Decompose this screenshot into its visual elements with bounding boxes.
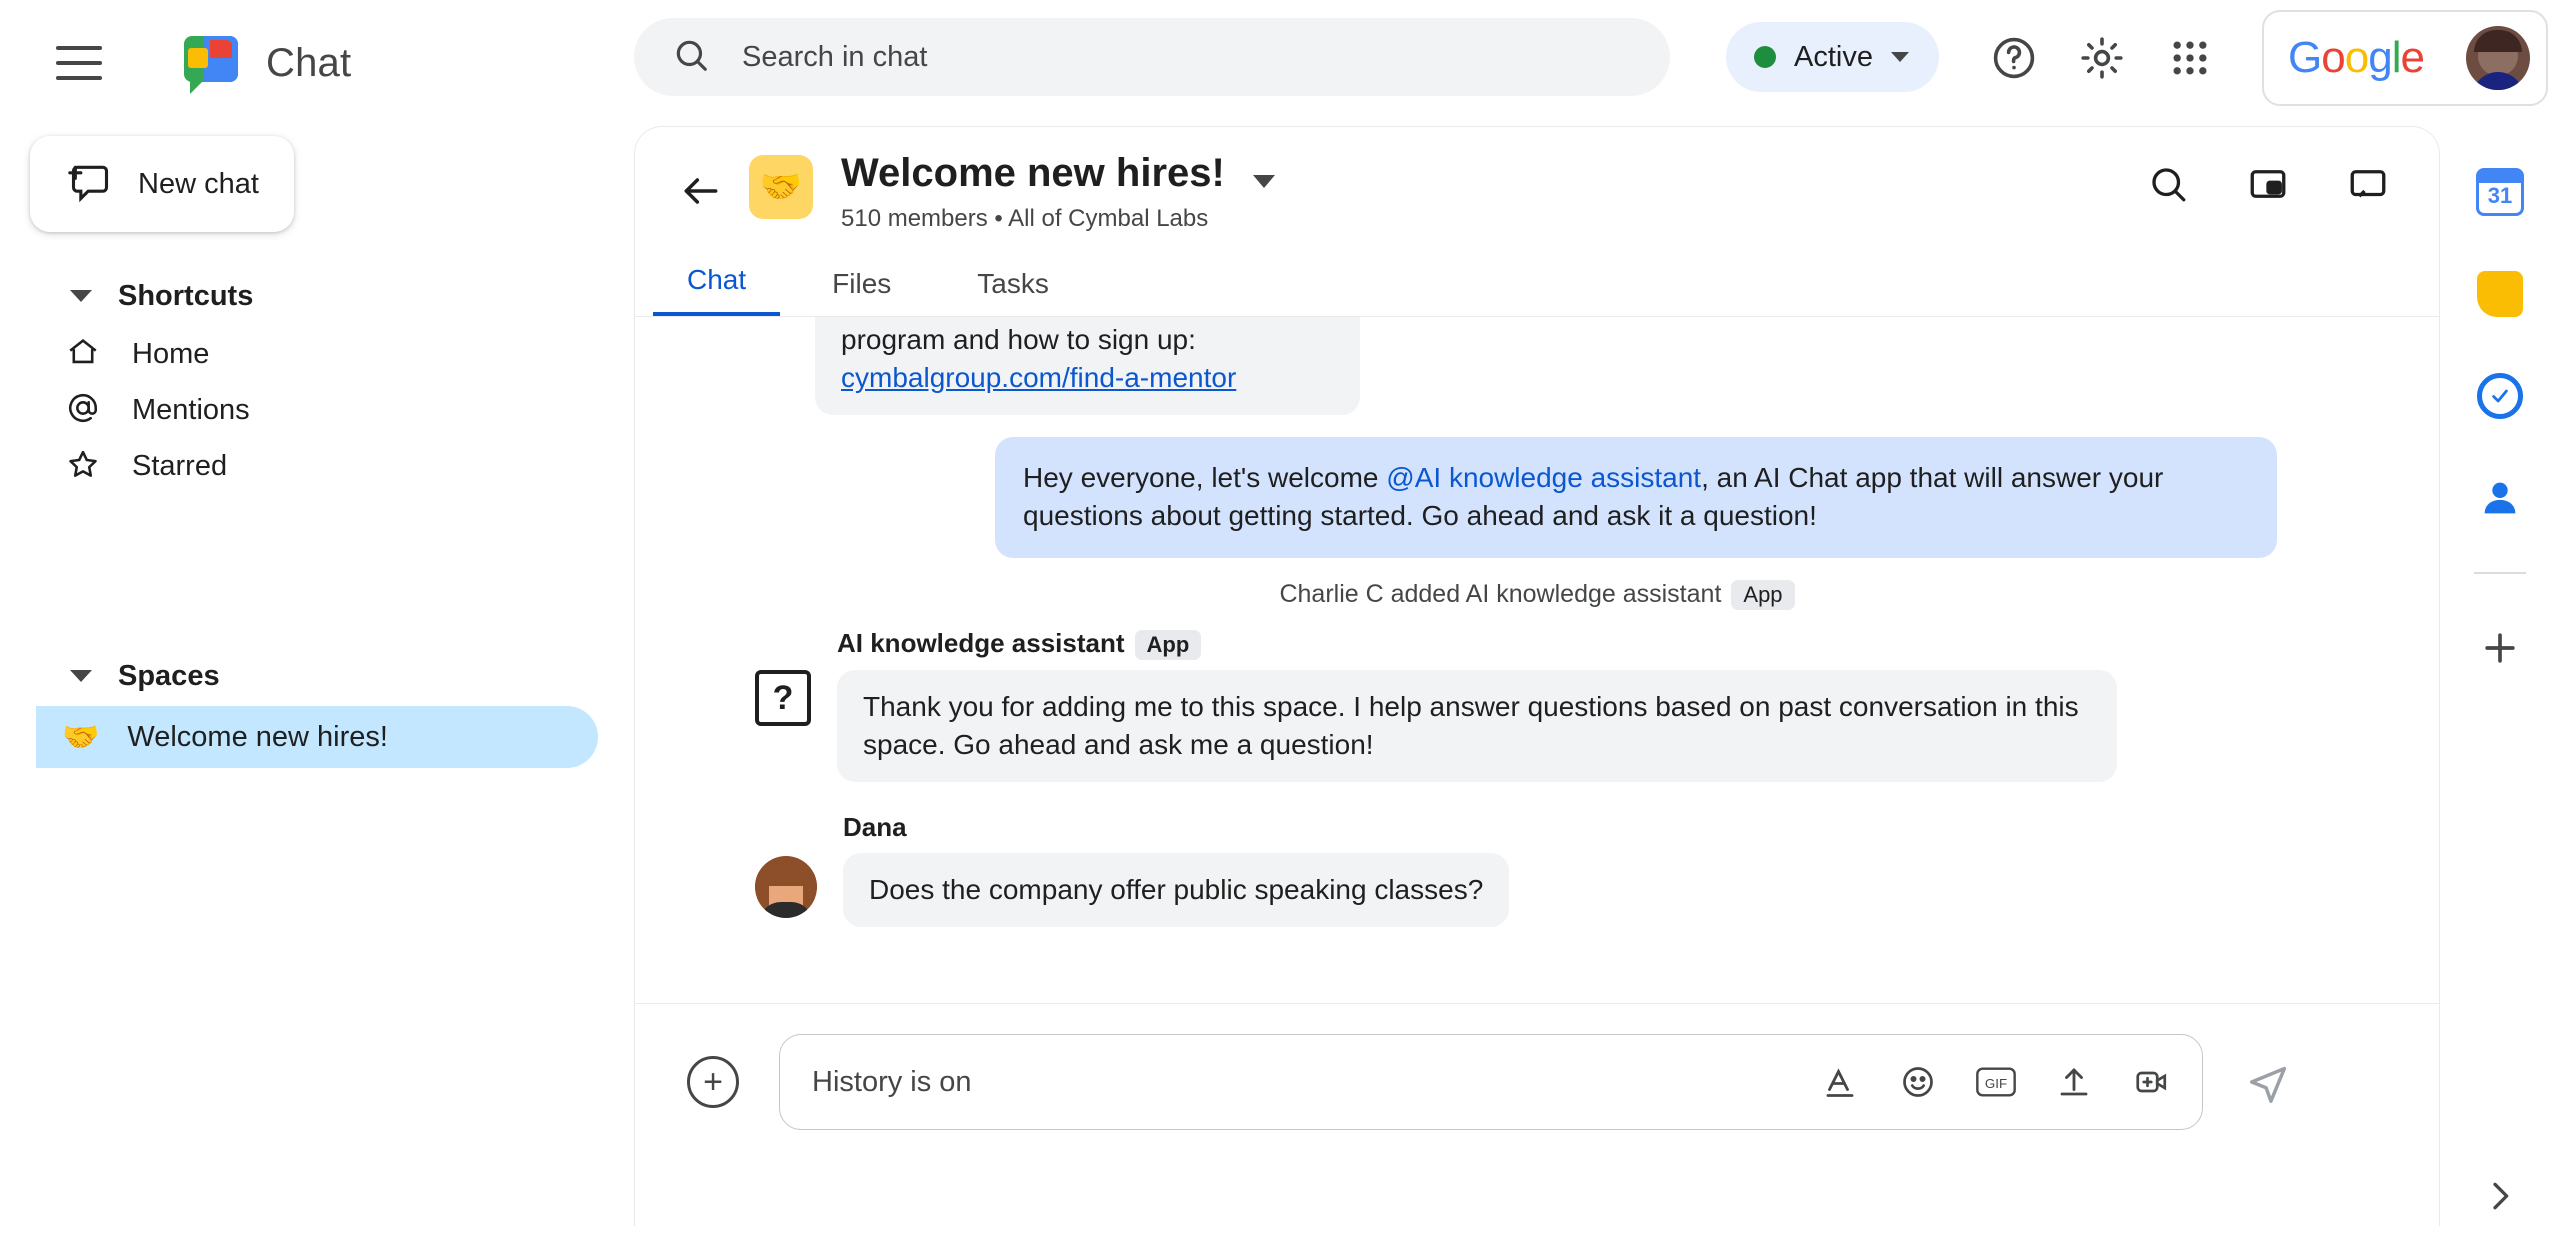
message-bubble: Does the company offer public speaking classes? <box>843 853 1509 927</box>
star-icon <box>66 447 100 486</box>
right-side-panel <box>2440 126 2560 1260</box>
calendar-icon[interactable] <box>2472 164 2528 220</box>
shortcuts-title: Shortcuts <box>118 279 254 312</box>
sidebar-item-home-label: Home <box>132 337 210 370</box>
calendar-day-label: 31 <box>2487 183 2513 208</box>
message-bubble <box>815 317 1360 415</box>
chat-panel-icon[interactable] <box>2343 159 2393 209</box>
message-list[interactable] <box>635 317 2439 957</box>
message-sender-name: AI knowledge assistant <box>837 628 1125 659</box>
conversation-header <box>635 127 2439 299</box>
sidebar-item-mentions-label: Mentions <box>132 393 250 426</box>
menu-icon[interactable] <box>56 46 102 80</box>
format-text-icon[interactable] <box>1818 1060 1862 1104</box>
back-arrow-icon[interactable] <box>679 169 723 213</box>
chevron-down-icon <box>70 290 92 302</box>
page-title: Welcome new hires! <box>841 151 1225 195</box>
message-sender <box>837 628 2439 660</box>
app-badge: App <box>1731 580 1794 610</box>
brand <box>184 36 351 90</box>
conversation-tabs <box>635 245 2439 317</box>
message-link[interactable]: cymbalgroup.com/find-a-mentor <box>841 361 1237 393</box>
message-input[interactable] <box>810 1065 1818 1100</box>
message-item <box>635 317 2439 415</box>
space-avatar: 🤝 <box>749 155 813 219</box>
picture-in-picture-icon[interactable] <box>2243 159 2293 209</box>
new-chat-button[interactable] <box>30 136 294 232</box>
search-bar[interactable] <box>634 18 1670 96</box>
message-composer[interactable] <box>779 1034 2203 1130</box>
avatar[interactable] <box>2466 26 2530 90</box>
spaces-section-header[interactable] <box>0 646 634 706</box>
sidebar-item-welcome-new-hires[interactable] <box>36 706 598 768</box>
sidebar-item-starred-label: Starred <box>132 449 228 482</box>
at-mention-icon <box>66 391 100 430</box>
svg-text:GIF: GIF <box>1984 1076 2008 1091</box>
message-sender-name: Dana <box>843 811 907 842</box>
message-item <box>635 812 2439 927</box>
search-icon <box>672 36 710 79</box>
rail-divider <box>2474 572 2526 574</box>
composer-area <box>635 1003 2439 1130</box>
google-chat-logo-icon <box>184 36 244 90</box>
sidebar-item-mentions[interactable] <box>0 382 634 438</box>
search-input[interactable] <box>740 40 1590 75</box>
tasks-icon[interactable] <box>2472 368 2528 424</box>
top-bar <box>0 0 2560 126</box>
handshake-emoji-icon: 🤝 <box>62 720 100 754</box>
app-badge: App <box>1135 630 1202 660</box>
new-chat-label: New chat <box>138 167 259 200</box>
message-bubble: Thank you for adding me to this space. I help answer questions based on past conversation in this space. Go ahead and ask me a question! <box>837 670 2117 782</box>
brand-name: Chat <box>266 40 352 85</box>
message-text-pre: Hey everyone, let's welcome <box>1023 461 1387 493</box>
message-bubble-outgoing <box>995 437 2277 558</box>
settings-gear-icon[interactable] <box>2076 32 2128 84</box>
status-label: Active <box>1794 40 1873 73</box>
keep-icon[interactable] <box>2472 266 2528 322</box>
expand-panel-icon[interactable] <box>2480 1176 2524 1220</box>
gif-icon[interactable] <box>1974 1060 2018 1104</box>
contacts-icon[interactable] <box>2472 470 2528 526</box>
left-sidebar <box>0 126 634 1260</box>
tab-chat[interactable]: Chat <box>653 264 780 316</box>
dana-avatar <box>755 856 817 918</box>
search-in-space-icon[interactable] <box>2143 159 2193 209</box>
spaces-title: Spaces <box>118 659 220 692</box>
sidebar-item-home[interactable] <box>0 326 634 382</box>
conversation-subtitle: 510 members • All of Cymbal Labs <box>841 205 1209 232</box>
shortcuts-section-header[interactable] <box>0 266 634 326</box>
add-apps-icon[interactable] <box>2472 620 2528 676</box>
help-icon[interactable] <box>1988 32 2040 84</box>
video-meeting-icon[interactable] <box>2130 1060 2174 1104</box>
new-chat-icon <box>68 160 112 209</box>
upload-file-icon[interactable] <box>2052 1060 2096 1104</box>
google-wordmark: Google <box>2288 33 2424 82</box>
message-item <box>635 437 2439 558</box>
apps-grid-icon[interactable] <box>2164 32 2216 84</box>
status-dot-icon <box>1754 46 1776 68</box>
conversation-header-icons <box>2143 159 2393 209</box>
sidebar-item-starred[interactable] <box>0 438 634 494</box>
chevron-down-icon <box>70 670 92 682</box>
message-item <box>635 628 2439 782</box>
chevron-down-icon[interactable] <box>1253 175 1275 188</box>
plus-circle-icon[interactable]: + <box>687 1056 739 1108</box>
message-text-post: , an AI Chat app that will answer your questions about getting started. Go ahead and ask it a question! <box>1023 461 2164 532</box>
message-text: program and how to sign up: <box>841 324 1196 355</box>
status-badge[interactable] <box>1726 22 1939 92</box>
account-chip[interactable] <box>2262 10 2548 106</box>
composer-icons <box>1818 1060 2174 1104</box>
system-message-text: Charlie C added AI knowledge assistant <box>1279 579 1722 608</box>
tab-tasks[interactable]: Tasks <box>977 268 1049 299</box>
mention-chip[interactable]: @AI knowledge assistant <box>1386 461 1702 493</box>
tab-files[interactable]: Files <box>832 268 892 299</box>
question-mark-app-icon: ? <box>755 670 811 726</box>
send-icon[interactable] <box>2241 1054 2297 1110</box>
system-message <box>635 580 2439 610</box>
conversation-panel <box>634 126 2440 1226</box>
chevron-down-icon <box>1891 52 1909 62</box>
emoji-icon[interactable] <box>1896 1060 1940 1104</box>
home-icon <box>66 335 100 374</box>
sidebar-item-welcome-new-hires-label: Welcome new hires! <box>127 720 388 753</box>
